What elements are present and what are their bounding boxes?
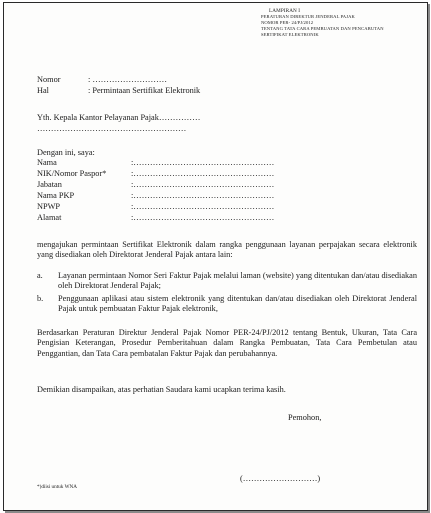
form-row-label: Alamat — [37, 213, 62, 222]
nomor-value: : ……………………… — [88, 75, 168, 84]
paragraph-closing: Demikian disampaikan, atas perhatian Saudara kami ucapkan terima kasih. — [37, 385, 286, 394]
form-row-label: NIK/Nomor Paspor* — [37, 169, 107, 178]
addressee-line-1: Yth. Kepala Kantor Pelayanan Pajak…………… — [37, 113, 201, 122]
form-row-value: :…………………………………………… — [131, 169, 275, 178]
form-row-value: :…………………………………………… — [131, 158, 275, 167]
addressee-line-2: ……………………………………………… — [37, 124, 187, 133]
signature-line: (………………………) — [240, 474, 321, 483]
footnote: *)diisi untuk WNA — [37, 484, 77, 490]
pemohon-label: Pemohon, — [288, 413, 322, 422]
lampiran-block — [261, 8, 384, 38]
lampiran-title: LAMPIRAN I — [269, 8, 301, 14]
form-row-value: :…………………………………………… — [131, 191, 275, 200]
paragraph-regulation: Berdasarkan Peraturan Direktur Jenderal Pajak Nomor PER-24/PJ/2012 tentang Bentuk, Ukuran, Tata Cara Pengisian Keterangan, Prosedur Pemberitahuan dalam Rangka Pembuatan, Tata Cara Pembetulan atau Penggantian, dan Tata Cara pembatalan Faktur Pajak dan perubahannya. — [37, 328, 417, 358]
lampiran-line: TENTANG TATA CARA PEMBUATAN DAN PENCABUTAN — [261, 26, 384, 31]
form-row-label: NPWP — [37, 202, 61, 211]
hal-value: : Permintaan Sertifikat Elektronik — [88, 86, 201, 95]
list-item-mark: b. — [37, 294, 44, 303]
list-item-text: Layanan permintaan Nomor Seri Faktur Pajak melalui laman (website) yang ditentukan dan/atau disediakan oleh Direktorat Jenderal Pajak; — [58, 271, 417, 291]
form-row-label: Jabatan — [37, 180, 62, 189]
form-row-label: Nama PKP — [37, 191, 75, 200]
lampiran-line: NOMOR PER- 24/PJ/2012 — [261, 20, 314, 25]
form-row-value: :…………………………………………… — [131, 202, 275, 211]
nomor-label: Nomor — [37, 75, 61, 84]
document-page — [3, 2, 428, 511]
list-item-mark: a. — [37, 271, 43, 280]
lampiran-line: PERATURAN DIREKTUR JENDERAL PAJAK — [261, 14, 355, 19]
hal-label: Hal — [37, 86, 49, 95]
form-row-label: Nama — [37, 158, 57, 167]
form-row-value: :…………………………………………… — [131, 213, 275, 222]
list-item-text: Penggunaan aplikasi atau sistem elektronik yang ditentukan dan/atau disediakan oleh Direktorat Jenderal Pajak untuk pembuatan Faktur Pajak elektronik, — [58, 294, 417, 314]
paragraph-request: mengajukan permintaan Sertifikat Elektronik dalam rangka penggunaan layanan perpajakan secara elektronik yang disediakan oleh Direktorat Jenderal Pajak antara lain: — [37, 240, 417, 260]
form-intro: Dengan ini, saya: — [37, 148, 95, 157]
form-row-value: :…………………………………………… — [131, 180, 275, 189]
lampiran-line: SERTIFIKAT ELEKTRONIK — [261, 32, 319, 37]
